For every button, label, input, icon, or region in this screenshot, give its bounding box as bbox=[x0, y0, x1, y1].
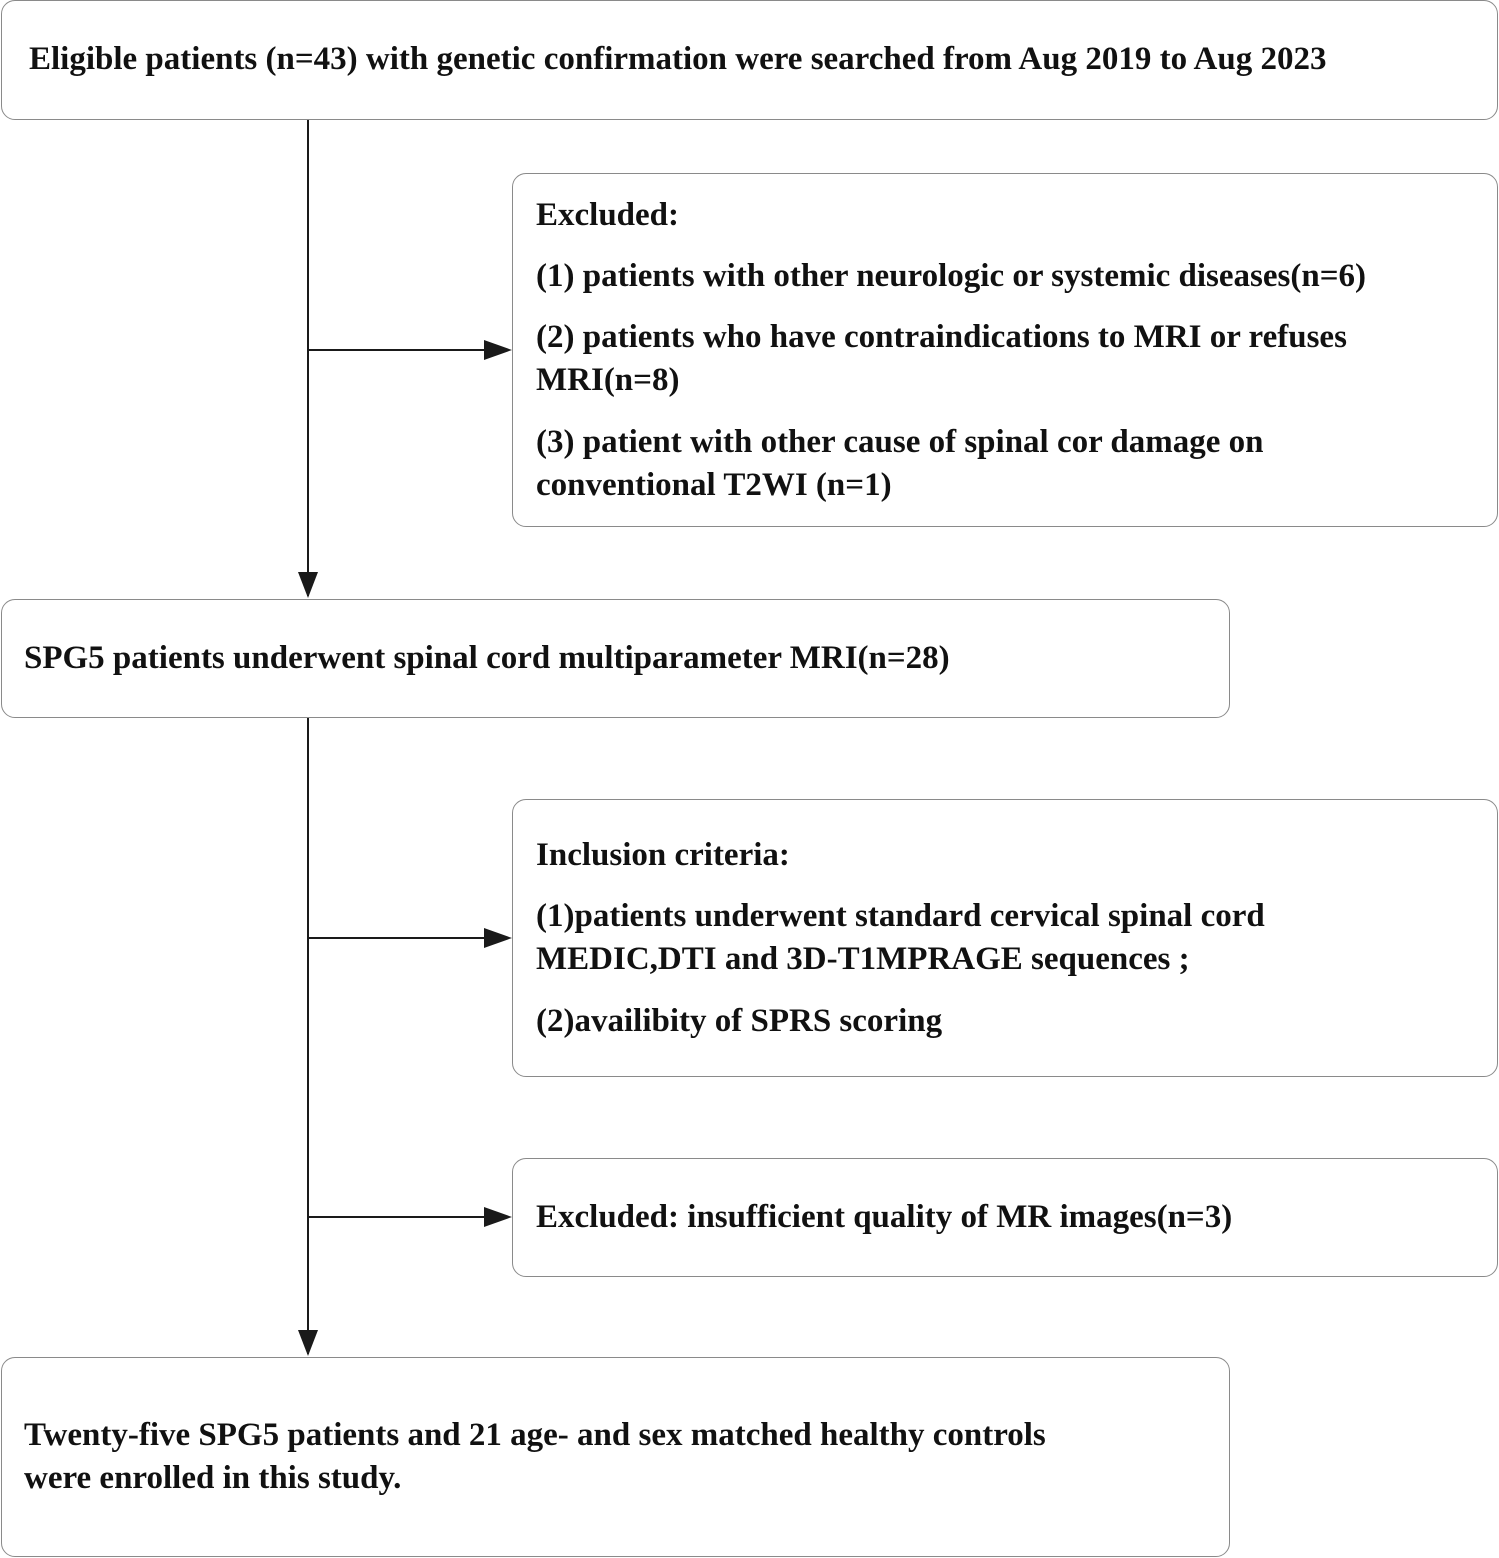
enrolled-box bbox=[1, 1357, 1230, 1557]
eligible-patients-text: Eligible patients (n=43) with genetic confirmation were searched from Aug 2019 to Aug 2023 bbox=[29, 41, 1327, 77]
inclusion-item-1-cont: MEDIC,DTI and 3D-T1MPRAGE sequences ; bbox=[536, 941, 1190, 977]
arrowhead-excluded-1 bbox=[484, 340, 512, 360]
excluded-box-1 bbox=[512, 173, 1498, 527]
excluded-1-item-3-cont: conventional T2WI (n=1) bbox=[536, 467, 892, 503]
inclusion-item-1: (1)patients underwent standard cervical spinal cord bbox=[536, 898, 1265, 934]
arrowhead-excluded-2 bbox=[484, 1207, 512, 1227]
enrolled-text-line-1: Twenty-five SPG5 patients and 21 age- and sex matched healthy controls bbox=[24, 1417, 1046, 1453]
spg5-mri-box bbox=[1, 599, 1230, 718]
eligible-patients-box bbox=[1, 0, 1498, 120]
arrowhead-inclusion bbox=[484, 928, 512, 948]
excluded-box-2 bbox=[512, 1158, 1498, 1277]
excluded-1-item-3: (3) patient with other cause of spinal cor damage on bbox=[536, 424, 1264, 460]
excluded-1-item-1: (1) patients with other neurologic or systemic diseases(n=6) bbox=[536, 258, 1366, 294]
inclusion-criteria-box bbox=[512, 799, 1498, 1077]
inclusion-item-2: (2)availibity of SPRS scoring bbox=[536, 1003, 943, 1039]
excluded-1-title: Excluded: bbox=[536, 197, 680, 233]
arrowhead-spg5 bbox=[298, 572, 318, 598]
spg5-mri-text: SPG5 patients underwent spinal cord multiparameter MRI(n=28) bbox=[24, 640, 950, 676]
enrolled-text-line-2: were enrolled in this study. bbox=[24, 1460, 402, 1496]
excluded-1-item-2-cont: MRI(n=8) bbox=[536, 362, 680, 398]
inclusion-title: Inclusion criteria: bbox=[536, 837, 790, 873]
excluded-1-item-2: (2) patients who have contraindications to MRI or refuses bbox=[536, 319, 1347, 355]
excluded-2-text: Excluded: insufficient quality of MR images(n=3) bbox=[536, 1199, 1233, 1235]
arrowhead-enrolled bbox=[298, 1330, 318, 1356]
